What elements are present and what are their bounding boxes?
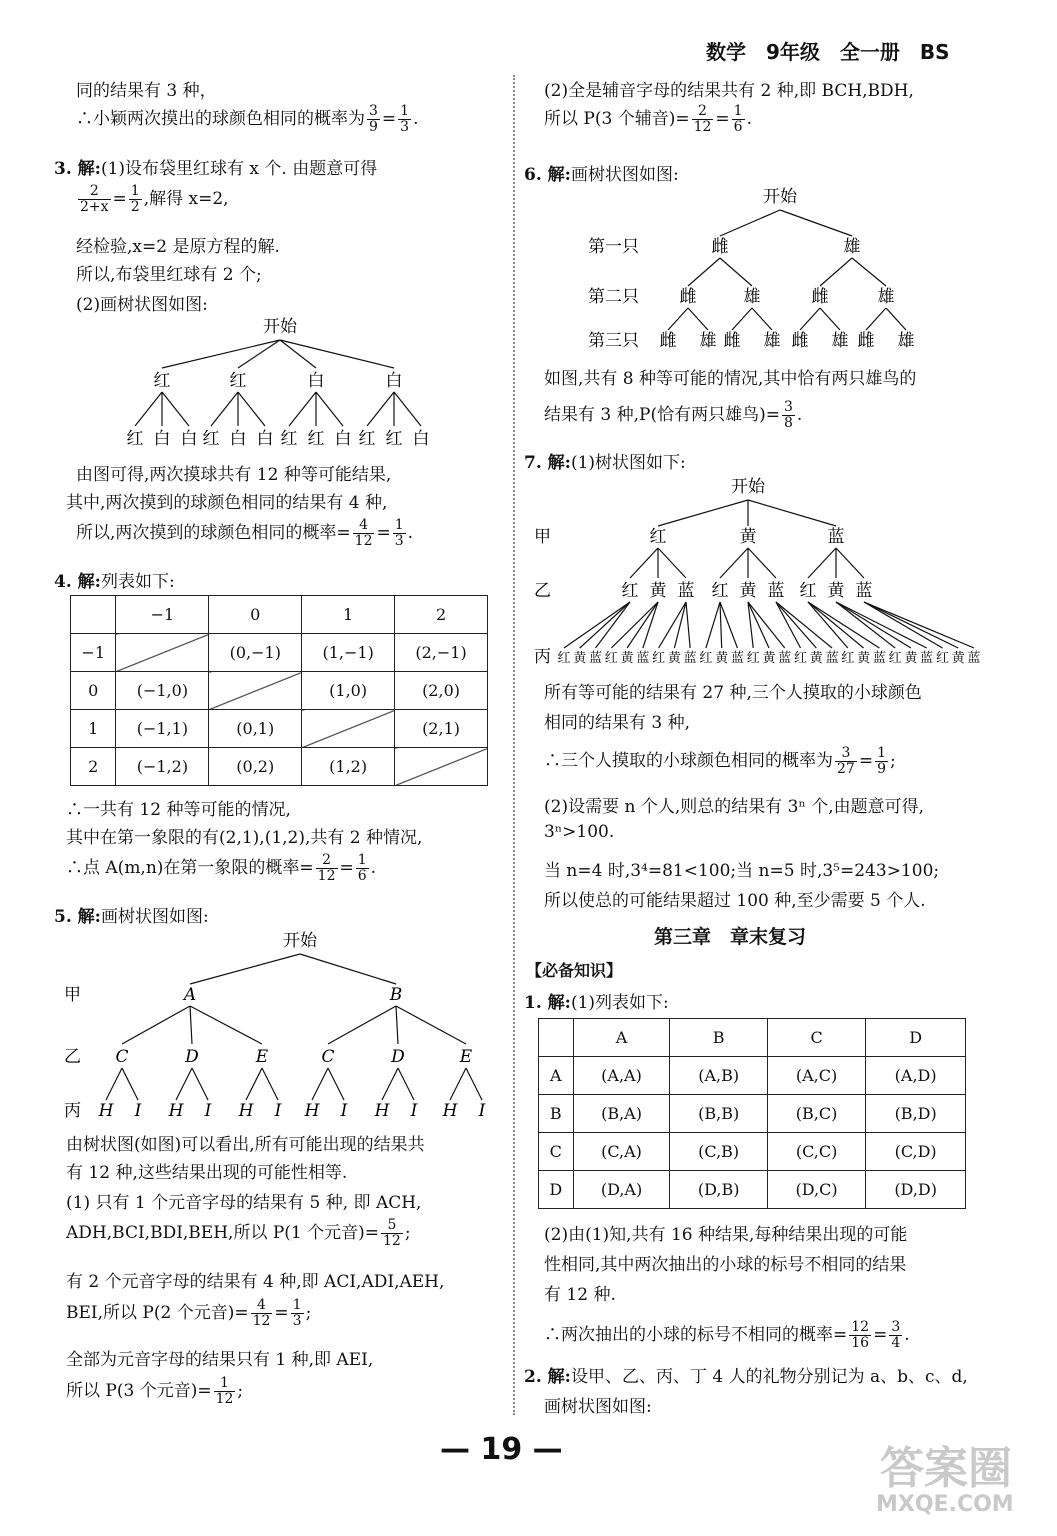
table-header-cell: 2	[395, 596, 488, 634]
tree-node-level3: 雌	[659, 331, 677, 351]
tree-node-level3: 红	[794, 651, 808, 666]
table-row	[539, 1095, 966, 1133]
text-line: (2)由(1)知,共有 16 种结果,每种结果出现的可能	[544, 1225, 908, 1245]
tree-node-level2: 蓝	[855, 581, 873, 601]
tree-node-level3: 红	[652, 651, 666, 666]
table-cell: 2	[71, 748, 116, 786]
tree-level-label: 丙	[534, 647, 551, 667]
tree-branch	[162, 340, 280, 368]
tree-branch	[800, 308, 820, 330]
tree-branch	[300, 954, 396, 984]
table-cell: (B,A)	[573, 1095, 670, 1133]
table-row	[71, 672, 488, 710]
table-cell: (B,B)	[670, 1095, 767, 1133]
tree-branch	[312, 1068, 328, 1100]
table-row	[71, 596, 488, 634]
text-line: 其中,两次摸到的球颜色相同的结果有 4 种,	[66, 493, 388, 513]
tree-branch	[866, 308, 886, 330]
tree-branch	[752, 308, 772, 330]
tree-branch	[398, 1068, 414, 1100]
tree-node-level3: H	[304, 1101, 320, 1121]
table-header-cell	[539, 1019, 574, 1057]
tree-branch	[122, 1006, 190, 1044]
table-cell: D	[539, 1171, 574, 1209]
tree-branch	[580, 602, 630, 648]
tree-node-level2: D	[185, 1047, 199, 1067]
tree-branch	[396, 1006, 398, 1044]
text-line: ADH,BCI,BDI,BEH,所以 P(1 个元音)= $\frac{5}{12}$ ;	[66, 1217, 411, 1249]
table-cell: (A,C)	[767, 1057, 865, 1095]
tree-node-level3: 黄	[762, 651, 776, 666]
question-k1: 1. 解:(1)列表如下:	[524, 993, 669, 1013]
tree-branch	[686, 602, 690, 648]
table-cell: (D,C)	[767, 1171, 865, 1209]
table-cell: (C,D)	[866, 1133, 966, 1171]
tree-node-level3: 蓝	[730, 651, 744, 666]
tree-branch	[367, 392, 394, 426]
tree-node-level3: 红	[888, 651, 902, 666]
tree-node-level2: 黄	[649, 581, 667, 601]
tree-branch	[238, 392, 265, 426]
tree-node-level3: 黄	[951, 651, 965, 666]
tree-branch	[328, 1006, 396, 1044]
text-line: 所以,两次摸到的球颜色相同的概率= $\frac{4}{12}$ = $\frac{1}{3}$ .	[76, 517, 414, 549]
tree-node-level3: 黄	[857, 651, 871, 666]
tree-node-level2: 黄	[827, 581, 845, 601]
tree-node-level1: B	[389, 985, 403, 1005]
tree-node-level2: C	[321, 1047, 335, 1067]
tree-branch	[564, 602, 630, 648]
tree-branch	[316, 392, 343, 426]
tree-root: 开始	[763, 187, 797, 207]
tree-node-level3: 红	[935, 651, 949, 666]
tree-node-level2: 红	[202, 429, 220, 449]
section-label: 【必备知识】	[526, 961, 623, 980]
text-line: 由树状图(如图)可以看出,所有可能出现的结果共	[66, 1135, 425, 1155]
tree-branch	[808, 602, 848, 648]
tree-node-level3: I	[134, 1101, 142, 1121]
tree-node-level2: 红	[307, 429, 325, 449]
tree-branch	[176, 1068, 192, 1100]
tree-node-level2: 白	[229, 429, 247, 449]
tree-branch	[748, 548, 776, 578]
table-cell: (B,D)	[866, 1095, 966, 1133]
table-cell: (2,1)	[395, 710, 488, 748]
watermark-logo: 答案圈	[880, 1443, 1012, 1494]
tree-node-level3: 雄	[699, 331, 717, 351]
tree-branch	[659, 602, 686, 648]
text-line: 由图可得,两次摸球共有 12 种等可能结果,	[76, 465, 392, 485]
tree-branch	[776, 602, 816, 648]
tree-node-level2: 蓝	[767, 581, 785, 601]
text-line: ∴一共有 12 种等可能的情况,	[66, 800, 291, 820]
watermark-url: MXQE.COM	[876, 1492, 1014, 1517]
tree-node-level3: 红	[557, 651, 571, 666]
tree-level-label: 第二只	[588, 287, 639, 307]
table-q4	[70, 595, 488, 786]
tree-branch	[328, 1068, 344, 1100]
tree-branch	[720, 548, 748, 578]
tree-node-level2: 蓝	[677, 581, 695, 601]
table-cell: (−1,0)	[116, 672, 209, 710]
tree-node-level3: 雌	[791, 331, 809, 351]
table-cell: (A,B)	[670, 1057, 767, 1095]
question-3: 3. 解:(1)设布袋里红球有 x 个. 由题意可得	[54, 159, 378, 179]
tree-branch	[382, 1068, 398, 1100]
table-row	[539, 1133, 966, 1171]
tree-node-level2: 红	[385, 429, 403, 449]
tree-node-level1: 红	[649, 527, 667, 547]
tree-branch	[106, 1068, 122, 1100]
tree-branch	[627, 602, 658, 648]
tree-node-level2: 白	[334, 429, 352, 449]
tree-root: 开始	[731, 477, 765, 497]
tree-branch	[122, 1068, 138, 1100]
tree-node-level2: D	[391, 1047, 405, 1067]
question-5: 5. 解:画树状图如图:	[54, 907, 209, 927]
table-cell: (1,0)	[302, 672, 395, 710]
tree-node-level2: 白	[180, 429, 198, 449]
tree-node-level3: 蓝	[825, 651, 839, 666]
tree-node-level3: 黄	[667, 651, 681, 666]
table-cell: (−1,1)	[116, 710, 209, 748]
tree-node-level2: 雄	[743, 287, 761, 307]
tree-node-level3: 蓝	[872, 651, 886, 666]
tree-node-level2: E	[255, 1047, 269, 1067]
tree-branch	[668, 308, 688, 330]
tree-branch	[658, 500, 748, 526]
tree-node-level2: 雌	[679, 287, 697, 307]
table-header-cell: B	[670, 1019, 767, 1057]
tree-node-level3: 蓝	[778, 651, 792, 666]
table-cell: (D,A)	[573, 1171, 670, 1209]
tree-diagram-q7	[526, 472, 982, 672]
tree-node-level2: 白	[153, 429, 171, 449]
text-line: 经检验,x=2 是原方程的解.	[76, 237, 280, 257]
tree-branch	[780, 210, 852, 236]
tree-root: 开始	[263, 317, 297, 337]
tree-diagram-q6	[580, 182, 950, 354]
tree-branch	[852, 258, 886, 286]
tree-branch	[720, 210, 780, 236]
table-cell: B	[539, 1095, 574, 1133]
table-cell	[302, 710, 395, 748]
tree-node-level3: 黄	[573, 651, 587, 666]
question-k2: 2. 解:设甲、乙、丙、丁 4 人的礼物分别记为 a、b、c、d,	[524, 1367, 968, 1387]
tree-level-label: 乙	[64, 1047, 81, 1067]
table-cell: (1,2)	[302, 748, 395, 786]
tree-level-label: 第一只	[588, 237, 639, 257]
tree-node-level3: 红	[699, 651, 713, 666]
tree-branch	[808, 602, 864, 648]
table-cell	[209, 672, 302, 710]
table-cell: (A,A)	[573, 1057, 670, 1095]
text-line: 有 2 个元音字母的结果有 4 种,即 ACI,ADI,AEH,	[66, 1272, 445, 1292]
tree-node-level2: 白	[256, 429, 274, 449]
text-line: (1) 只有 1 个元音字母的结果有 5 种, 即 ACH,	[66, 1193, 422, 1213]
tree-branch	[190, 1006, 262, 1044]
table-header-cell: 1	[302, 596, 395, 634]
text-line: 全部为元音字母的结果只有 1 种,即 AEI,	[66, 1350, 374, 1370]
tree-branch	[776, 602, 832, 648]
text-line: 相同的结果有 3 种,	[544, 713, 691, 733]
tree-node-level1: 蓝	[827, 527, 845, 547]
text-line: 有 12 种.	[544, 1285, 616, 1305]
tree-level-label: 甲	[534, 527, 551, 547]
tree-node-level1: A	[183, 985, 197, 1005]
tree-branch	[238, 340, 280, 368]
text-line: 有 12 种,这些结果出现的可能性相等.	[66, 1163, 348, 1183]
tree-node-level3: 红	[746, 651, 760, 666]
tree-node-level3: 黄	[715, 651, 729, 666]
tree-node-level2: 红	[358, 429, 376, 449]
tree-branch	[836, 602, 895, 648]
tree-node-level2: E	[459, 1047, 473, 1067]
tree-branch	[720, 602, 722, 648]
tree-level-label: 甲	[64, 985, 81, 1005]
tree-node-level2: 雌	[811, 287, 829, 307]
table-cell: (2,0)	[395, 672, 488, 710]
tree-level-label: 丙	[64, 1101, 81, 1121]
table-header-cell	[71, 596, 116, 634]
column-divider	[513, 75, 515, 1415]
text-line: (2)设需要 n 个人,则总的结果有 3ⁿ 个,由题意可得,	[544, 797, 925, 817]
tree-branch	[732, 308, 752, 330]
table-cell: (1,−1)	[302, 634, 395, 672]
tree-branch	[450, 1068, 466, 1100]
tree-node-level3: 蓝	[967, 651, 981, 666]
tree-node-level3: I	[204, 1101, 212, 1121]
table-header-cell: 0	[209, 596, 302, 634]
table-cell: 0	[71, 672, 116, 710]
tree-node-level3: 蓝	[589, 651, 603, 666]
table-row	[539, 1057, 966, 1095]
chapter-title: 第三章 章末复习	[654, 926, 807, 948]
text-line: 所有等可能的结果有 27 种,三个人摸取的小球颜色	[544, 683, 922, 703]
table-row	[71, 748, 488, 786]
tree-node-level3: I	[340, 1101, 348, 1121]
text-line: (2)全是辅音字母的结果共有 2 种,即 BCH,BDH,	[544, 81, 914, 101]
tree-branch	[820, 308, 840, 330]
tree-node-level3: I	[478, 1101, 486, 1121]
table-cell: (B,C)	[767, 1095, 865, 1133]
tree-diagram-q5	[60, 926, 500, 1124]
tree-node-level1: 红	[229, 371, 247, 391]
table-row	[539, 1019, 966, 1057]
table-header-cell: A	[573, 1019, 670, 1057]
tree-branch	[211, 392, 238, 426]
tree-branch	[706, 602, 720, 648]
tree-node-level3: 蓝	[683, 651, 697, 666]
table-header-cell: C	[767, 1019, 865, 1057]
tree-branch	[596, 602, 630, 648]
tree-branch	[394, 392, 421, 426]
tree-node-level3: 雄	[763, 331, 781, 351]
tree-node-level1: 白	[307, 371, 325, 391]
tree-level-label: 第三只	[588, 331, 639, 351]
tree-branch	[135, 392, 162, 426]
tree-branch	[820, 258, 852, 286]
question-7: 7. 解:(1)树状图如下:	[524, 453, 686, 473]
tree-node-level2: 白	[412, 429, 430, 449]
table-row	[71, 710, 488, 748]
tree-branch	[658, 548, 686, 578]
tree-branch	[246, 1068, 262, 1100]
page-header: 数学 9年级 全一册 BS	[706, 40, 950, 64]
text-line: ∴小颖两次摸出的球颜色相同的概率为 $\frac{3}{9}$ = $\frac{1}{3}$ .	[76, 103, 419, 135]
table-cell: (0,−1)	[209, 634, 302, 672]
table-row	[539, 1171, 966, 1209]
tree-node-level3: H	[168, 1101, 184, 1121]
tree-branch	[748, 500, 836, 526]
tree-node-level3: I	[274, 1101, 282, 1121]
tree-level-label: 乙	[534, 581, 551, 601]
tree-node-level3: H	[98, 1101, 114, 1121]
tree-branch	[886, 308, 906, 330]
text-line: $\frac{2}{2+x}$ = $\frac{1}{2}$ ,解得 x=2,	[80, 183, 229, 215]
question-6: 6. 解:画树状图如图:	[524, 165, 679, 185]
tree-branch	[396, 1006, 466, 1044]
tree-branch	[864, 602, 942, 648]
text-line: 当 n=4 时,3⁴=81<100;当 n=5 时,3⁵=243>100;	[544, 861, 940, 881]
tree-node-level3: 红	[604, 651, 618, 666]
table-cell	[116, 634, 209, 672]
tree-branch	[836, 602, 911, 648]
tree-node-level3: H	[374, 1101, 390, 1121]
table-cell	[395, 748, 488, 786]
text-line: 结果有 3 种,P(恰有两只雄鸟)= $\frac{3}{8}$ .	[544, 399, 803, 431]
tree-node-level3: 雌	[723, 331, 741, 351]
text-line: 所以 P(3 个辅音)= $\frac{2}{12}$ = $\frac{1}{6}$ .	[544, 103, 752, 135]
text-line: 其中在第一象限的有(2,1),(1,2),共有 2 种情况,	[66, 828, 423, 848]
text-line: 所以 P(3 个元音)= $\frac{1}{12}$ ;	[66, 1375, 244, 1407]
table-cell: C	[539, 1133, 574, 1171]
text-line: ∴点 A(m,n)在第一象限的概率= $\frac{2}{12}$ = $\frac{1}{6}$ .	[66, 852, 377, 884]
table-cell: (0,1)	[209, 710, 302, 748]
tree-node-level3: 蓝	[636, 651, 650, 666]
tree-node-level3: 雄	[897, 331, 915, 351]
tree-node-level3: 红	[841, 651, 855, 666]
tree-branch	[808, 548, 836, 578]
table-cell: (−1,2)	[116, 748, 209, 786]
text-line: 所以,布袋里红球有 2 个;	[76, 265, 262, 285]
tree-branch	[720, 602, 737, 648]
tree-branch	[190, 954, 300, 984]
table-header-cell: −1	[116, 596, 209, 634]
tree-root: 开始	[283, 931, 317, 951]
tree-node-level2: 黄	[739, 581, 757, 601]
table-k1	[538, 1018, 966, 1209]
text-line: ∴两次抽出的小球的标号不相同的概率= $\frac{12}{16}$ = $\frac{3}{4}$ .	[544, 1319, 910, 1351]
tree-branch	[720, 258, 752, 286]
text-line: (2)画树状图如图:	[76, 295, 208, 315]
tree-node-level2: 红	[711, 581, 729, 601]
question-4: 4. 解:列表如下:	[54, 572, 175, 592]
tree-node-level1: 黄	[739, 527, 757, 547]
tree-node-level1: 雌	[711, 237, 729, 257]
tree-branch	[262, 1068, 278, 1100]
tree-node-level2: 红	[280, 429, 298, 449]
tree-node-level3: I	[410, 1101, 418, 1121]
table-cell: (D,B)	[670, 1171, 767, 1209]
tree-node-level3: 黄	[904, 651, 918, 666]
tree-branch	[192, 1068, 208, 1100]
tree-branch	[836, 548, 864, 578]
table-cell: A	[539, 1057, 574, 1095]
tree-node-level3: 雌	[857, 331, 875, 351]
table-cell: (C,A)	[573, 1133, 670, 1171]
tree-branch	[466, 1068, 482, 1100]
tree-node-level3: 雄	[831, 331, 849, 351]
text-line: 性相同,其中两次抽出的小球的标号不相同的结果	[544, 1255, 907, 1275]
text-line: 画树状图如图:	[544, 1397, 652, 1417]
tree-branch	[808, 602, 879, 648]
tree-node-level3: H	[238, 1101, 254, 1121]
tree-node-level1: 白	[385, 371, 403, 391]
table-header-cell: D	[866, 1019, 966, 1057]
text-line: 3ⁿ>100.	[544, 822, 615, 842]
text-line: 同的结果有 3 种，	[76, 81, 217, 101]
tree-node-level2: 红	[621, 581, 639, 601]
tree-branch	[688, 258, 720, 286]
tree-node-level1: 雄	[843, 237, 861, 257]
tree-node-level2: C	[115, 1047, 129, 1067]
text-line: ∴三个人摸取的小球颜色相同的概率为 $\frac{3}{27}$ = $\frac{1}{9}$ ;	[544, 745, 896, 777]
table-cell: 1	[71, 710, 116, 748]
tree-diagram-q3	[120, 312, 440, 452]
tree-node-level2: 红	[799, 581, 817, 601]
text-line: BEI,所以 P(2 个元音)= $\frac{4}{12}$ = $\frac{1}{3}$ ;	[66, 1297, 312, 1329]
text-line: 如图,共有 8 种等可能的情况,其中恰有两只雄鸟的	[544, 369, 917, 389]
table-cell: −1	[71, 634, 116, 672]
tree-node-level3: H	[442, 1101, 458, 1121]
tree-branch	[190, 1006, 192, 1044]
table-cell: (A,D)	[866, 1057, 966, 1095]
table-cell: (C,C)	[767, 1133, 865, 1171]
tree-node-level2: 雄	[877, 287, 895, 307]
text-line: 所以使总的可能结果超过 100 种,至少需要 5 个人.	[544, 891, 926, 911]
page-number: — 19 —	[440, 1432, 563, 1467]
table-cell: (0,2)	[209, 748, 302, 786]
tree-branch	[630, 548, 658, 578]
tree-branch	[674, 602, 686, 648]
tree-node-level3: 黄	[620, 651, 634, 666]
table-row	[71, 634, 488, 672]
table-cell: (D,D)	[866, 1171, 966, 1209]
tree-node-level2: 红	[126, 429, 144, 449]
table-cell: (C,B)	[670, 1133, 767, 1171]
tree-branch	[688, 308, 708, 330]
tree-node-level3: 黄	[809, 651, 823, 666]
table-cell: (2,−1)	[395, 634, 488, 672]
tree-branch	[289, 392, 316, 426]
tree-branch	[162, 392, 189, 426]
tree-node-level1: 红	[153, 371, 171, 391]
tree-branch	[864, 602, 958, 648]
tree-node-level3: 蓝	[920, 651, 934, 666]
